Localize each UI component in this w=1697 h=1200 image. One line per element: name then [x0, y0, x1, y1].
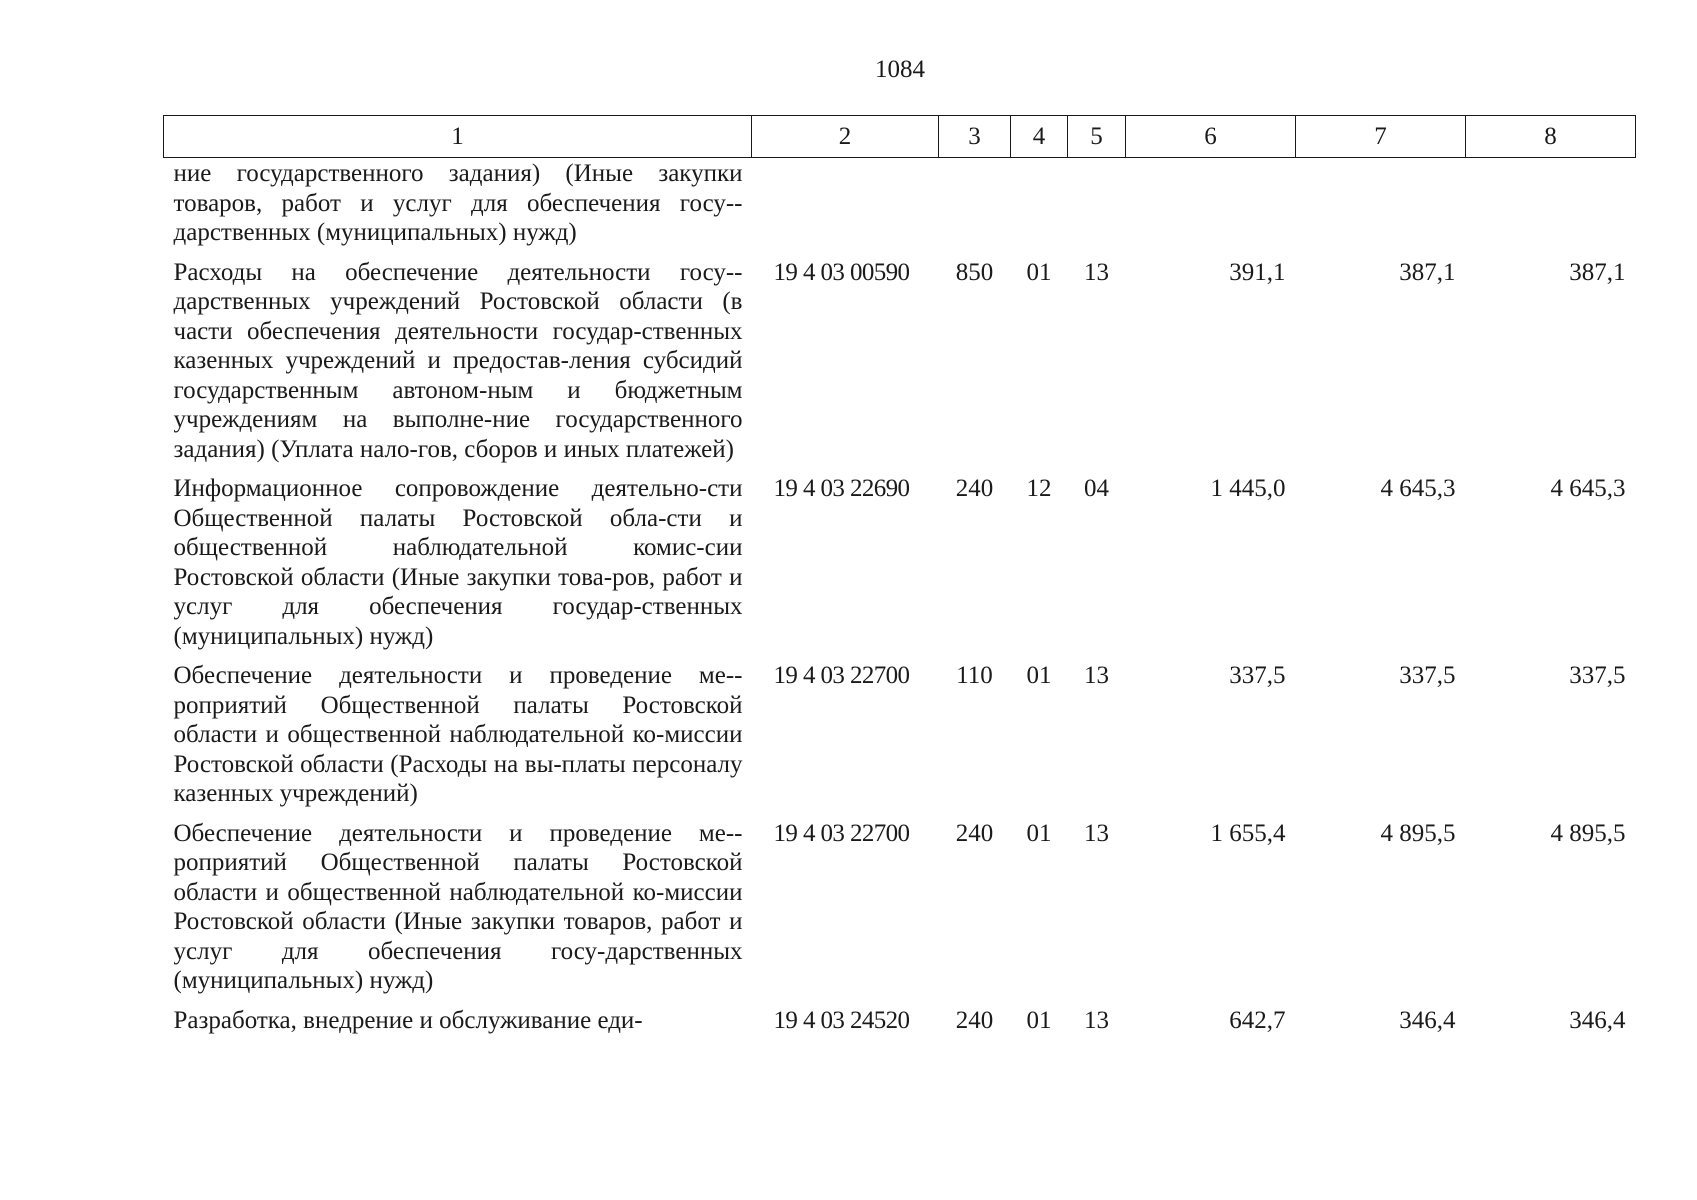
row-col-4: 01	[1026, 1006, 1052, 1034]
row-col-8: 337,5	[1569, 662, 1626, 689]
row-col-5: 13	[1084, 819, 1109, 847]
row-col-6	[1126, 158, 1296, 258]
header-col-2: 2	[752, 116, 939, 158]
page-number: 1084	[875, 56, 925, 83]
row-col-4: 01	[1026, 662, 1052, 689]
row-col-5: 13	[1084, 1006, 1109, 1034]
header-col-7: 7	[1296, 116, 1466, 158]
row-col-3: 240	[955, 819, 994, 847]
row-col-7: 387,1	[1399, 258, 1456, 286]
row-col-4: 01	[1026, 819, 1052, 847]
row-col-5: 04	[1084, 475, 1109, 502]
row-col-5: 13	[1084, 662, 1109, 689]
row-col-8: 346,4	[1569, 1006, 1626, 1034]
row-col-7: 346,4	[1399, 1006, 1456, 1034]
row-description: Расходы на обеспечение деятельности госу-дарственных учреждений Ростовской области (в части обеспечения деятельности государ-ственных казенных учреждений и предостав-ления субсидий государственным автоном-ным и бюджетным учреждениям на выполне-ние государственного задания) (Уплата нало-гов, сборов и иных платежей)	[173, 258, 743, 463]
row-code: 19 4 03 24520	[773, 1006, 910, 1034]
row-col-6: 642,7	[1229, 1006, 1286, 1034]
row-col-4: 01	[1026, 258, 1052, 286]
row-col-6: 391,1	[1229, 258, 1286, 286]
row-col-6: 1 445,0	[1210, 475, 1286, 502]
row-description: Обеспечение деятельности и проведение ме-роприятий Общественной палаты Ростовской области и общественной наблюдательной ко-миссии Ростовской области (Иные закупки товаров, работ и услуг для обеспечения госу-дарственных (муниципальных) нужд)	[173, 819, 743, 994]
row-code	[752, 158, 939, 258]
row-col-3: 850	[955, 258, 994, 286]
row-col-8: 4 645,3	[1550, 475, 1626, 502]
row-description: Обеспечение деятельности и проведение ме-роприятий Общественной палаты Ростовской области и общественной наблюдательной ко-миссии Ростовской области (Расходы на вы-платы персоналу казенных учреждений)	[173, 662, 743, 807]
table-body	[164, 158, 1636, 1046]
header-col-5: 5	[1068, 116, 1126, 158]
table-row	[164, 661, 1636, 819]
row-col-6: 337,5	[1229, 662, 1286, 689]
row-col-8: 4 895,5	[1550, 819, 1626, 847]
row-description: ние государственного задания) (Иные закупки товаров, работ и услуг для обеспечения госу-дарственных (муниципальных) нужд)	[173, 160, 743, 246]
row-col-7	[1296, 158, 1466, 258]
row-col-8: 387,1	[1569, 258, 1626, 286]
row-code: 19 4 03 22700	[773, 819, 910, 847]
row-col-3	[939, 158, 1011, 258]
row-col-5: 13	[1084, 258, 1109, 286]
table-row	[164, 258, 1636, 475]
row-description: Разработка, внедрение и обслуживание еди-	[173, 1006, 643, 1034]
table-row	[164, 1006, 1636, 1046]
row-col-4	[1011, 158, 1068, 258]
row-col-6: 1 655,4	[1210, 819, 1286, 847]
row-col-8	[1466, 158, 1636, 258]
row-col-4: 12	[1026, 475, 1052, 502]
row-col-7: 4 645,3	[1380, 475, 1456, 502]
table-row	[164, 158, 1636, 258]
row-col-3: 240	[955, 475, 994, 502]
row-code: 19 4 03 22690	[773, 475, 910, 502]
table-row	[164, 474, 1636, 661]
row-code: 19 4 03 00590	[773, 258, 910, 286]
header-col-3: 3	[939, 116, 1011, 158]
header-col-8: 8	[1466, 116, 1636, 158]
row-col-5	[1068, 158, 1126, 258]
row-code: 19 4 03 22700	[773, 662, 910, 689]
header-col-1: 1	[164, 116, 752, 158]
header-col-4: 4	[1011, 116, 1068, 158]
header-col-6: 6	[1126, 116, 1296, 158]
row-description: Информационное сопровождение деятельно-сти Общественной палаты Ростовской обла-сти и общественной наблюдательной комис-сии Ростовской области (Иные закупки това-ров, работ и услуг для обеспечения государ-ственных (муниципальных) нужд)	[173, 475, 743, 650]
row-col-7: 337,5	[1399, 662, 1456, 689]
row-col-3: 110	[956, 662, 993, 689]
table-row	[164, 819, 1636, 1006]
row-col-7: 4 895,5	[1380, 819, 1456, 847]
header-row	[164, 116, 1636, 158]
table-header	[164, 116, 1636, 158]
row-col-3: 240	[955, 1006, 994, 1034]
budget-table	[163, 115, 1636, 1045]
